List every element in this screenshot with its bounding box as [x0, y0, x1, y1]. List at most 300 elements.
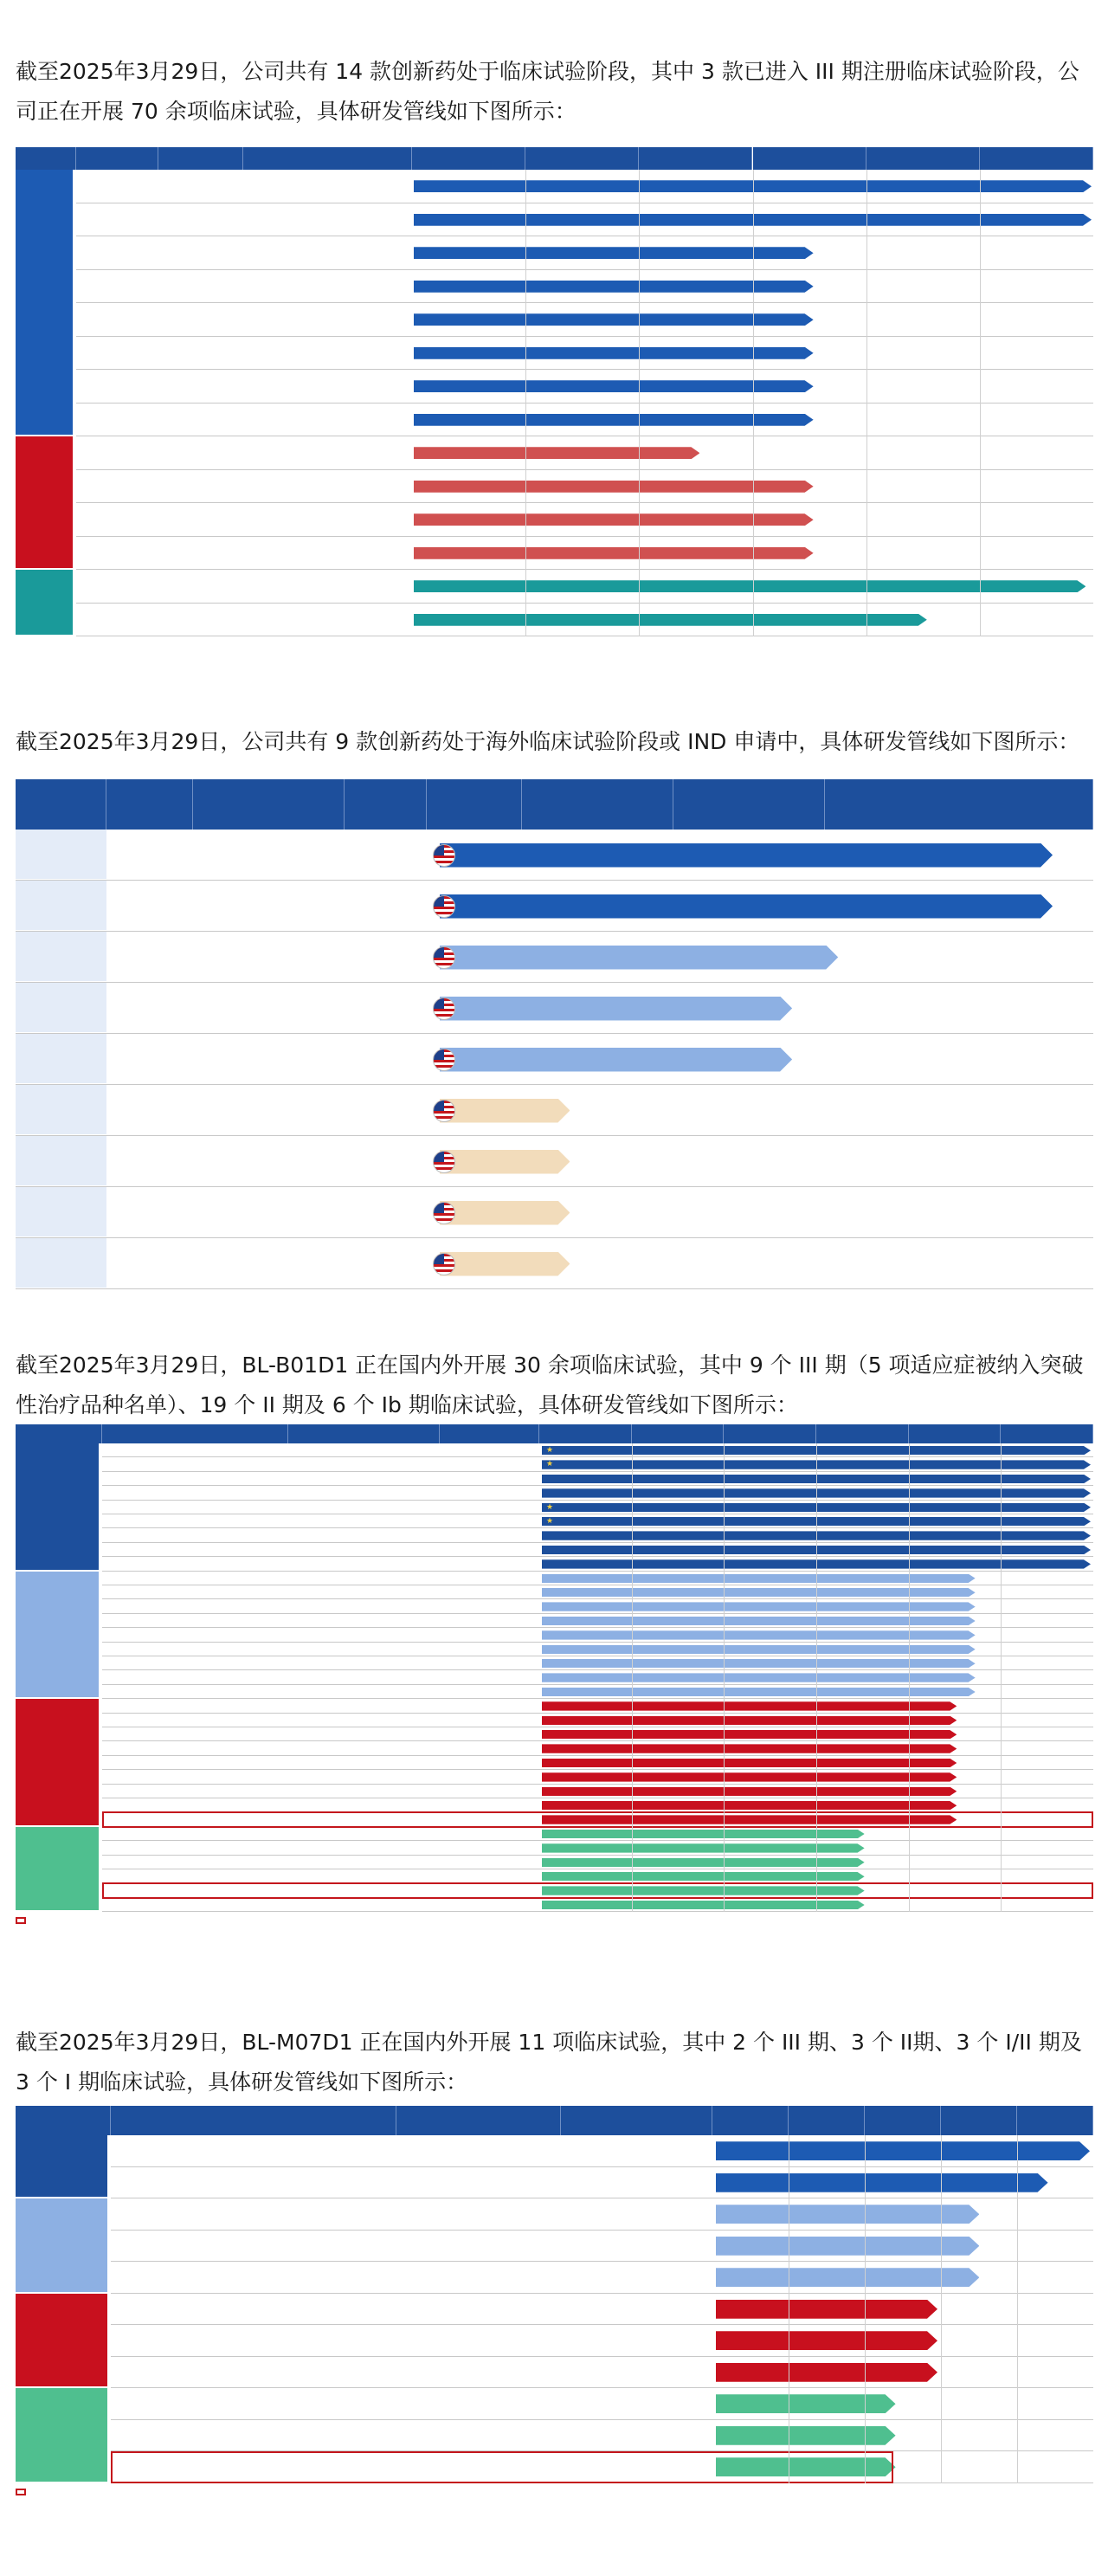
progress-bar: [440, 946, 838, 970]
group-label: [16, 436, 73, 568]
target: [106, 932, 193, 983]
line: [440, 1785, 539, 1798]
indication: [111, 2135, 396, 2167]
progress-bar: [716, 2268, 979, 2287]
mode: [396, 2325, 561, 2357]
indication: [102, 1543, 288, 1557]
mode: [288, 1785, 440, 1798]
column-header: [412, 147, 525, 170]
line: [561, 2294, 712, 2326]
progress-bar: [716, 2237, 979, 2256]
target: [158, 404, 243, 437]
mode: [396, 2388, 561, 2420]
column-header: [539, 1424, 632, 1443]
line: [440, 1756, 539, 1770]
indication: [193, 932, 345, 983]
stage-gridline: [909, 1443, 910, 1912]
target: [106, 1034, 193, 1085]
column-header: [865, 2106, 941, 2135]
product-name: [76, 503, 158, 537]
indication: [102, 1585, 288, 1599]
mode: [345, 1034, 427, 1085]
mode: [288, 1557, 440, 1571]
indication: [111, 2357, 396, 2389]
line: [440, 1528, 539, 1542]
highlight-box: [102, 1811, 1093, 1827]
indication: [102, 1827, 288, 1841]
product-name: [16, 932, 106, 981]
paragraph-3: 截至2025年3月29日，BL-B01D1 正在国内外开展 30 余项临床试验，其中 9 个 III 期（5 项适应症被纳入突破性治疗品种名单）、19 个 II 期及 6 个 Ib 期临床试验，具体研发管线如下图所示：: [16, 1353, 1084, 1417]
column-header: [522, 779, 673, 830]
progress-bar: [542, 1645, 976, 1654]
product-name: [16, 983, 106, 1032]
indication: [102, 1869, 288, 1883]
line: [440, 1670, 539, 1684]
progress-bar: [542, 1602, 976, 1611]
mode: [345, 1136, 427, 1187]
progress-bar: [542, 1772, 957, 1781]
progress-bar: [542, 1801, 957, 1810]
progress-bar: [542, 1588, 976, 1597]
progress-bar: [440, 1252, 570, 1276]
progress-bar: [716, 2426, 896, 2445]
progress-bar: [542, 1688, 976, 1696]
column-header: [525, 147, 639, 170]
indication: [193, 1187, 345, 1238]
line: [440, 1557, 539, 1571]
line: [561, 2231, 712, 2263]
star-icon: ★: [546, 1517, 554, 1526]
indication: [243, 303, 412, 337]
highlight-box: [111, 2451, 893, 2483]
progress-bar: [414, 614, 927, 626]
paragraph-4: 截至2025年3月29日，BL-M07D1 正在国内外开展 11 项临床试验，其中 2 个 III 期、3 个 II期、3 个 I/II 期及 3 个 I 期临床试验，具体研发管线如下图所示：: [16, 2030, 1082, 2095]
column-header: [1017, 2106, 1093, 2135]
column-header: [753, 147, 866, 170]
line: [440, 1585, 539, 1599]
indication: [111, 2294, 396, 2326]
product-name: [76, 570, 158, 604]
target: [158, 303, 243, 337]
progress-bar: [414, 447, 699, 459]
mode: [288, 1756, 440, 1770]
mode: [345, 983, 427, 1034]
stage-gridline: [1001, 1443, 1002, 1912]
line: [440, 1628, 539, 1642]
us-flag-icon: [433, 1100, 455, 1122]
progress-bar: [542, 1701, 957, 1710]
line: [440, 1685, 539, 1699]
line: [440, 1727, 539, 1741]
mode: [345, 932, 427, 983]
mode: [396, 2262, 561, 2294]
line: [440, 1856, 539, 1869]
indication: [102, 1656, 288, 1670]
column-header: [396, 2106, 561, 2135]
progress-bar: [542, 1759, 957, 1767]
us-flag-icon: [433, 946, 455, 969]
progress-bar: [440, 894, 1053, 919]
indication: [193, 1085, 345, 1136]
product-name: [76, 236, 158, 270]
line: [440, 1514, 539, 1528]
target: [158, 170, 243, 203]
us-flag-icon: [433, 1202, 455, 1224]
progress-bar: [440, 1201, 570, 1225]
column-header: [816, 1424, 909, 1443]
line: [440, 1501, 539, 1514]
mode: [288, 1741, 440, 1755]
line: [440, 1841, 539, 1855]
column-header: [724, 1424, 816, 1443]
line: [440, 1543, 539, 1557]
indication: [243, 570, 412, 604]
product-name: [76, 337, 158, 371]
product-name: [76, 303, 158, 337]
column-header: [909, 1424, 1002, 1443]
mode: [396, 2167, 561, 2199]
mode: [396, 2294, 561, 2326]
indication: [243, 270, 412, 304]
line: [561, 2357, 712, 2389]
line: [440, 1898, 539, 1912]
highlight-box: [102, 1882, 1093, 1898]
indication: [193, 1034, 345, 1085]
progress-bar: [414, 580, 1085, 592]
mode: [288, 1528, 440, 1542]
line: [561, 2388, 712, 2420]
indication: [243, 370, 412, 404]
progress-bar: [542, 1787, 957, 1796]
indication: [102, 1572, 288, 1585]
indication: [102, 1785, 288, 1798]
group-label: [16, 570, 73, 635]
indication: [102, 1898, 288, 1912]
line: [440, 1443, 539, 1457]
target: [158, 337, 243, 371]
mode: [288, 1543, 440, 1557]
column-header: [243, 147, 412, 170]
indication: [102, 1472, 288, 1486]
line: [440, 1798, 539, 1812]
us-flag-icon: [433, 895, 455, 918]
progress-bar: [440, 997, 792, 1021]
indication: [243, 337, 412, 371]
indication: [102, 1699, 288, 1713]
indication: [102, 1685, 288, 1699]
indication: [102, 1741, 288, 1755]
mode: [288, 1572, 440, 1585]
progress-bar: [716, 2394, 896, 2413]
indication: [193, 1238, 345, 1289]
column-header: [288, 1424, 440, 1443]
indication: [243, 537, 412, 571]
indication: [193, 983, 345, 1034]
progress-bar: [440, 843, 1053, 868]
header-corner: [16, 2106, 111, 2135]
target: [158, 537, 243, 571]
product-name: [76, 404, 158, 437]
progress-bar: [542, 1730, 957, 1739]
us-flag-icon: [433, 1049, 455, 1071]
progress-bar: [440, 1099, 570, 1123]
stage-gridline: [941, 2135, 942, 2483]
stage-gridline: [865, 2135, 866, 2483]
line: [440, 1643, 539, 1656]
mode: [288, 1514, 440, 1528]
mode: [288, 1472, 440, 1486]
mode: [396, 2231, 561, 2263]
progress-bar: [542, 1659, 976, 1668]
pipeline-table-3: [16, 1424, 1093, 1979]
product-name: [76, 203, 158, 237]
indication: [243, 170, 412, 203]
table-note: [16, 2489, 26, 2495]
pipeline-table-1: [16, 147, 1093, 649]
column-header: [825, 779, 1093, 830]
column-header: [866, 147, 980, 170]
pipeline-table-2: [16, 779, 1093, 1299]
product-name: [16, 1034, 106, 1083]
indication: [102, 1557, 288, 1571]
product-name: [76, 370, 158, 404]
progress-bar: [542, 1617, 976, 1625]
pipeline-table-4: [16, 2106, 1093, 2556]
group-label: [16, 1827, 99, 1910]
indication: [102, 1443, 288, 1457]
target: [158, 570, 243, 604]
column-header: [193, 779, 345, 830]
mode: [345, 1187, 427, 1238]
indication: [102, 1643, 288, 1656]
paragraph-1: 截至2025年3月29日，公司共有 14 款创新药处于临床试验阶段，其中 3 款已进入 III 期注册临床试验阶段，公司正在开展 70 余项临床试验，具体研发管线如下图所示：: [16, 59, 1079, 124]
column-header: [345, 779, 427, 830]
indication: [102, 1528, 288, 1542]
indication: [111, 2262, 396, 2294]
line: [440, 1457, 539, 1471]
indication: [243, 436, 412, 470]
mode: [288, 1656, 440, 1670]
progress-bar: [716, 2363, 937, 2382]
line: [440, 1599, 539, 1613]
star-icon: ★: [546, 1502, 554, 1512]
column-header: [158, 147, 243, 170]
us-flag-icon: [433, 844, 455, 867]
progress-bar: [542, 1574, 976, 1583]
mode: [288, 1585, 440, 1599]
progress-bar: [440, 1048, 792, 1072]
indication: [102, 1514, 288, 1528]
indication: [111, 2167, 396, 2199]
indication: [102, 1670, 288, 1684]
mode: [288, 1827, 440, 1841]
column-header: [789, 2106, 865, 2135]
product-name: [16, 881, 106, 930]
column-header: [673, 779, 825, 830]
product-name: [76, 436, 158, 470]
product-name: [76, 537, 158, 571]
mode: [288, 1670, 440, 1684]
product-name: [16, 1085, 106, 1134]
mode: [288, 1898, 440, 1912]
target: [158, 370, 243, 404]
indication: [102, 1756, 288, 1770]
column-header: [1001, 1424, 1093, 1443]
us-flag-icon: [433, 997, 455, 1020]
progress-bar: [440, 1150, 570, 1174]
column-header: [16, 779, 106, 830]
star-icon: ★: [546, 1446, 554, 1455]
mode: [345, 830, 427, 881]
progress-bar: [542, 1744, 957, 1753]
indication: [111, 2388, 396, 2420]
mode: [288, 1443, 440, 1457]
line: [440, 1827, 539, 1841]
row-divider: [102, 1911, 1093, 1912]
stage-gridline: [866, 170, 867, 636]
line: [440, 1741, 539, 1755]
mode: [288, 1714, 440, 1727]
mode: [288, 1628, 440, 1642]
target: [158, 604, 243, 637]
indication: [102, 1770, 288, 1784]
line: [440, 1472, 539, 1486]
indication: [243, 404, 412, 437]
column-header: [106, 779, 193, 830]
product-name: [16, 1238, 106, 1288]
progress-bar: [716, 2173, 1048, 2192]
indication: [102, 1798, 288, 1812]
mode: [288, 1727, 440, 1741]
column-header: [632, 1424, 725, 1443]
stage-gridline: [816, 1443, 817, 1912]
indication: [193, 1136, 345, 1187]
mode: [288, 1599, 440, 1613]
indication: [102, 1599, 288, 1613]
progress-bar: [716, 2141, 1090, 2160]
progress-bar: [716, 2300, 937, 2319]
progress-bar: [542, 1630, 976, 1639]
column-header: [980, 147, 1093, 170]
progress-bar: [542, 1673, 976, 1682]
indication: [193, 830, 345, 881]
us-flag-icon: [433, 1253, 455, 1275]
mode: [288, 1643, 440, 1656]
mode: [288, 1770, 440, 1784]
mode: [396, 2420, 561, 2452]
indication: [193, 881, 345, 932]
indication: [243, 604, 412, 637]
indication: [102, 1714, 288, 1727]
line: [440, 1869, 539, 1883]
group-label: [16, 170, 73, 435]
target: [106, 983, 193, 1034]
progress-bar: [716, 2205, 979, 2224]
line: [440, 1614, 539, 1628]
mode: [288, 1486, 440, 1500]
paragraph-2: 截至2025年3月29日，公司共有 9 款创新药处于海外临床试验阶段或 IND 申请中，具体研发管线如下图所示：: [16, 729, 1080, 754]
us-flag-icon: [433, 1151, 455, 1173]
indication: [102, 1727, 288, 1741]
group-label: [16, 2198, 107, 2292]
indication: [102, 1841, 288, 1855]
indication: [102, 1614, 288, 1628]
line: [440, 1699, 539, 1713]
target: [106, 830, 193, 881]
line: [561, 2325, 712, 2357]
line: [561, 2135, 712, 2167]
target: [158, 270, 243, 304]
column-header: [561, 2106, 712, 2135]
target: [106, 881, 193, 932]
stage-gridline: [1017, 2135, 1018, 2483]
column-header: [440, 1424, 539, 1443]
column-header: [427, 779, 522, 830]
stage-gridline: [639, 170, 640, 636]
group-label: [16, 2388, 107, 2482]
line: [440, 1770, 539, 1784]
stage-gridline: [724, 1443, 725, 1912]
indication: [111, 2325, 396, 2357]
indication: [102, 1457, 288, 1471]
line: [561, 2262, 712, 2294]
star-icon: ★: [546, 1460, 554, 1469]
indication: [102, 1501, 288, 1514]
progress-bar: [716, 2331, 937, 2350]
product-name: [76, 604, 158, 637]
mode: [396, 2135, 561, 2167]
indication: [243, 470, 412, 504]
mode: [288, 1798, 440, 1812]
indication: [102, 1628, 288, 1642]
target: [106, 1238, 193, 1289]
line: [440, 1572, 539, 1585]
header-corner: [16, 1424, 102, 1443]
column-header: [76, 147, 158, 170]
column-header: [639, 147, 752, 170]
stage-gridline: [632, 1443, 633, 1912]
row-divider: [16, 1288, 1093, 1289]
target: [158, 470, 243, 504]
mode: [288, 1614, 440, 1628]
target: [106, 1085, 193, 1136]
indication: [102, 1856, 288, 1869]
mode: [288, 1856, 440, 1869]
indication: [243, 236, 412, 270]
target: [158, 503, 243, 537]
product-name: [16, 1136, 106, 1185]
line: [561, 2198, 712, 2231]
group-label: [16, 1443, 99, 1570]
indication: [243, 203, 412, 237]
mode: [345, 1085, 427, 1136]
line: [440, 1714, 539, 1727]
product-name: [16, 1187, 106, 1236]
indication: [243, 503, 412, 537]
mode: [288, 1869, 440, 1883]
column-header: [102, 1424, 288, 1443]
mode: [288, 1841, 440, 1855]
group-label: [16, 1699, 99, 1825]
column-header: [941, 2106, 1017, 2135]
mode: [345, 1238, 427, 1289]
stage-gridline: [753, 170, 754, 636]
target: [158, 236, 243, 270]
line: [440, 1486, 539, 1500]
mode: [288, 1457, 440, 1471]
header-corner: [16, 147, 76, 170]
indication: [111, 2420, 396, 2452]
